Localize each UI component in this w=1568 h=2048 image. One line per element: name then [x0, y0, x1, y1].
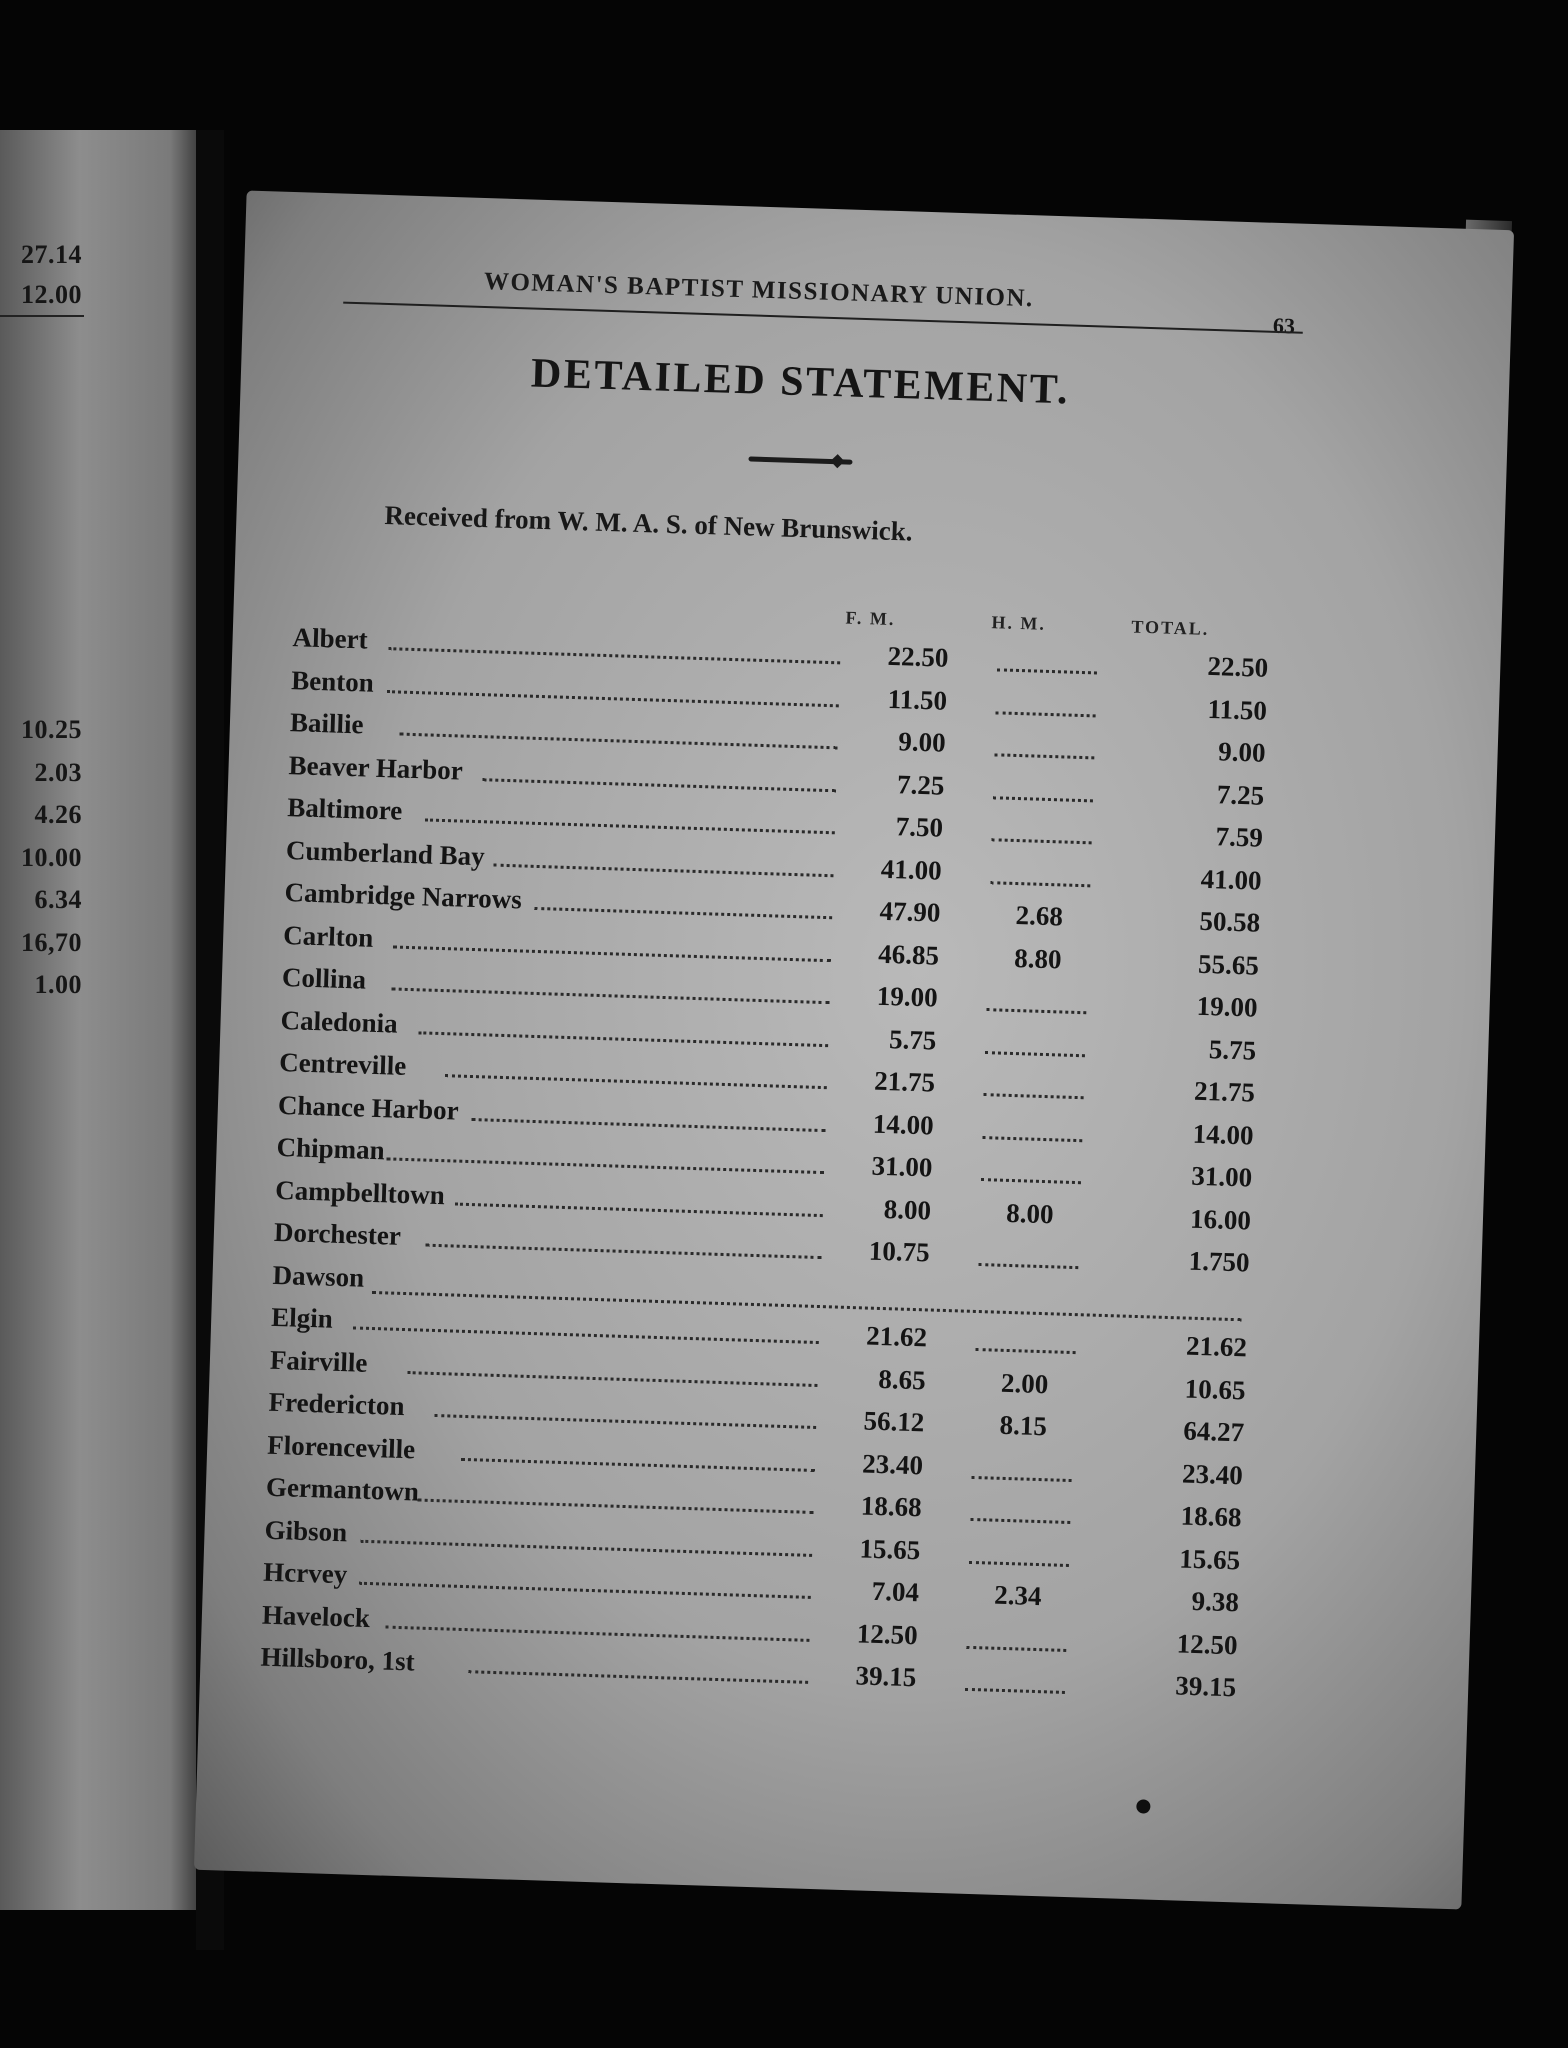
church-name: Havelock [261, 1599, 371, 1633]
hm-blank-dots [965, 1688, 1065, 1694]
hm-amount: 2.34 [993, 1579, 1043, 1612]
total-amount: 19.00 [1196, 990, 1259, 1023]
church-name: Campbelltown [274, 1174, 446, 1210]
fm-amount: 11.50 [887, 683, 948, 716]
church-name: Gibson [264, 1514, 348, 1547]
total-amount: 12.50 [1176, 1627, 1238, 1660]
dot-leader [472, 1118, 826, 1132]
hm-blank-dots [984, 1093, 1084, 1099]
hm-blank-dots [976, 1348, 1076, 1354]
total-amount: 21.75 [1193, 1075, 1256, 1108]
hm-blank-dots [966, 1645, 1066, 1651]
church-name: Germantown [265, 1471, 420, 1507]
page-title: DETAILED STATEMENT. [530, 350, 1071, 414]
church-name: Elgin [270, 1301, 334, 1334]
total-amount: 21.62 [1185, 1330, 1248, 1363]
hm-blank-dots [982, 1136, 1082, 1142]
hm-blank-dots [992, 838, 1092, 844]
total-amount: 31.00 [1190, 1160, 1253, 1193]
fm-amount: 56.12 [863, 1405, 925, 1438]
church-name: Collina [281, 962, 367, 995]
fm-amount: 21.62 [865, 1320, 928, 1353]
fm-amount: 23.40 [861, 1447, 924, 1480]
church-name: Hcrvey [262, 1556, 348, 1590]
dot-leader [461, 1457, 815, 1471]
total-amount: 5.75 [1208, 1033, 1257, 1066]
fm-amount: 46.85 [877, 938, 940, 971]
left-page-number: 10.25 [21, 715, 82, 744]
church-name: Dorchester [273, 1216, 402, 1251]
dot-leader [425, 818, 835, 834]
fm-amount: 7.04 [871, 1575, 920, 1608]
fm-amount: 47.90 [879, 895, 941, 928]
fm-amount: 5.75 [888, 1023, 937, 1056]
total-amount: 16.00 [1189, 1203, 1252, 1236]
title-ornament-rule [748, 456, 852, 464]
fm-amount: 10.75 [868, 1235, 931, 1268]
left-page-number: 16,70 [21, 927, 82, 957]
total-amount: 41.00 [1200, 863, 1263, 896]
total-amount: 22.50 [1207, 650, 1269, 683]
hm-blank-dots [993, 796, 1093, 802]
church-name: Fredericton [268, 1386, 406, 1422]
fm-amount: 12.50 [856, 1617, 919, 1650]
total-amount: 64.27 [1182, 1415, 1245, 1448]
dot-leader [482, 778, 836, 792]
hm-amount: 8.00 [1005, 1197, 1055, 1229]
total-amount: 11.50 [1207, 693, 1268, 726]
column-header-total: TOTAL. [1131, 616, 1210, 639]
left-page-number: 27.14 [21, 240, 82, 269]
hm-blank-dots [990, 881, 1090, 887]
hm-blank-dots [986, 1008, 1086, 1014]
church-name: Centreville [278, 1046, 407, 1081]
hm-amount: 8.15 [999, 1409, 1048, 1442]
left-page-number: 4.26 [34, 800, 82, 829]
church-name: Florenceville [266, 1429, 416, 1464]
dot-leader [386, 1157, 824, 1174]
church-name: Cambridge Narrows [284, 877, 523, 915]
fm-amount: 21.75 [873, 1065, 936, 1098]
fm-amount: 14.00 [872, 1108, 935, 1141]
dot-leader [434, 1414, 816, 1429]
total-amount: 55.65 [1197, 948, 1260, 981]
fm-amount: 41.00 [880, 853, 943, 886]
total-amount: 10.65 [1184, 1373, 1246, 1405]
fm-amount: 22.50 [887, 640, 949, 673]
church-name: Dawson [272, 1259, 365, 1293]
total-amount: 15.65 [1178, 1542, 1241, 1575]
dot-leader [360, 1539, 812, 1556]
church-name: Chipman [276, 1131, 386, 1166]
fm-amount: 9.00 [897, 726, 947, 758]
church-name: Baltimore [286, 792, 403, 826]
page-blot [1136, 1799, 1150, 1813]
hm-blank-dots [978, 1263, 1078, 1269]
church-name: Baillie [289, 707, 364, 740]
hm-blank-dots [981, 1178, 1081, 1184]
church-name: Fairville [269, 1344, 368, 1378]
fm-amount: 7.50 [895, 811, 944, 843]
dot-leader [445, 1074, 827, 1089]
total-amount: 9.38 [1191, 1585, 1240, 1618]
column-header-hm: H. M. [991, 612, 1047, 634]
church-name: Cumberland Bay [285, 834, 486, 871]
total-amount: 1.750 [1188, 1245, 1250, 1278]
total-amount: 9.00 [1217, 736, 1267, 768]
dot-leader [359, 1582, 811, 1599]
dot-leader [494, 863, 834, 877]
hm-blank-dots [994, 753, 1094, 759]
dot-leader [468, 1670, 808, 1684]
dot-leader [418, 1031, 828, 1047]
running-head: WOMAN'S BAPTIST MISSIONARY UNION. [483, 268, 1035, 313]
dot-leader [418, 1499, 814, 1514]
church-name: Benton [290, 664, 375, 698]
fm-amount: 8.00 [883, 1193, 932, 1225]
statement-subtitle: Received from W. M. A. S. of New Brunswick. [384, 499, 914, 547]
church-name: Carlton [282, 919, 374, 953]
fm-amount: 39.15 [855, 1660, 917, 1693]
dot-leader [386, 1625, 810, 1641]
church-name: Chance Harbor [277, 1089, 460, 1126]
dot-leader [388, 647, 840, 664]
dot-leader [426, 1244, 822, 1259]
hm-blank-dots [970, 1518, 1070, 1524]
fm-amount: 19.00 [876, 980, 939, 1013]
left-page-rule [0, 315, 84, 317]
total-amount: 23.40 [1181, 1458, 1244, 1490]
hm-blank-dots [972, 1475, 1072, 1481]
left-page-number: 6.34 [34, 885, 82, 914]
fm-amount: 8.65 [877, 1363, 927, 1395]
church-name: Caledonia [280, 1004, 399, 1039]
hm-blank-dots [969, 1560, 1069, 1566]
total-amount: 7.25 [1216, 778, 1265, 811]
dot-leader [534, 907, 832, 919]
statement-table [260, 622, 1273, 1715]
left-page-fragment [0, 130, 200, 1910]
hm-amount: 2.00 [1000, 1367, 1049, 1399]
dot-leader [455, 1202, 823, 1217]
column-header-fm: F. M. [845, 607, 896, 630]
dot-leader [387, 690, 839, 707]
left-page-number: 12.00 [21, 280, 82, 309]
church-name: Beaver Harbor [288, 749, 464, 786]
total-amount: 39.15 [1174, 1670, 1237, 1703]
hm-blank-dots [997, 668, 1097, 674]
page-number: 63 [1272, 312, 1296, 339]
church-name: Hillsboro, 1st [260, 1641, 416, 1677]
fm-amount: 18.68 [860, 1490, 923, 1523]
left-page-number: 2.03 [34, 757, 82, 787]
hm-blank-dots [985, 1051, 1085, 1057]
fm-amount: 15.65 [859, 1532, 921, 1565]
dot-leader [408, 1371, 818, 1387]
dot-leader [393, 945, 831, 962]
hm-blank-dots [996, 711, 1096, 717]
total-amount: 7.59 [1215, 821, 1264, 853]
fm-amount: 31.00 [871, 1150, 933, 1183]
hm-amount: 2.68 [1015, 900, 1064, 932]
total-amount: 50.58 [1199, 905, 1261, 938]
dot-leader [400, 733, 838, 750]
fm-amount: 7.25 [896, 768, 945, 801]
right-page [194, 191, 1514, 1910]
dot-leader [353, 1326, 819, 1344]
hm-amount: 8.80 [1013, 942, 1063, 974]
left-page-number: 1.00 [34, 970, 82, 999]
church-name: Albert [292, 622, 369, 655]
left-page-number: 10.00 [21, 842, 82, 872]
dot-leader [392, 987, 830, 1004]
total-amount: 18.68 [1180, 1500, 1242, 1533]
total-amount: 14.00 [1192, 1118, 1254, 1151]
